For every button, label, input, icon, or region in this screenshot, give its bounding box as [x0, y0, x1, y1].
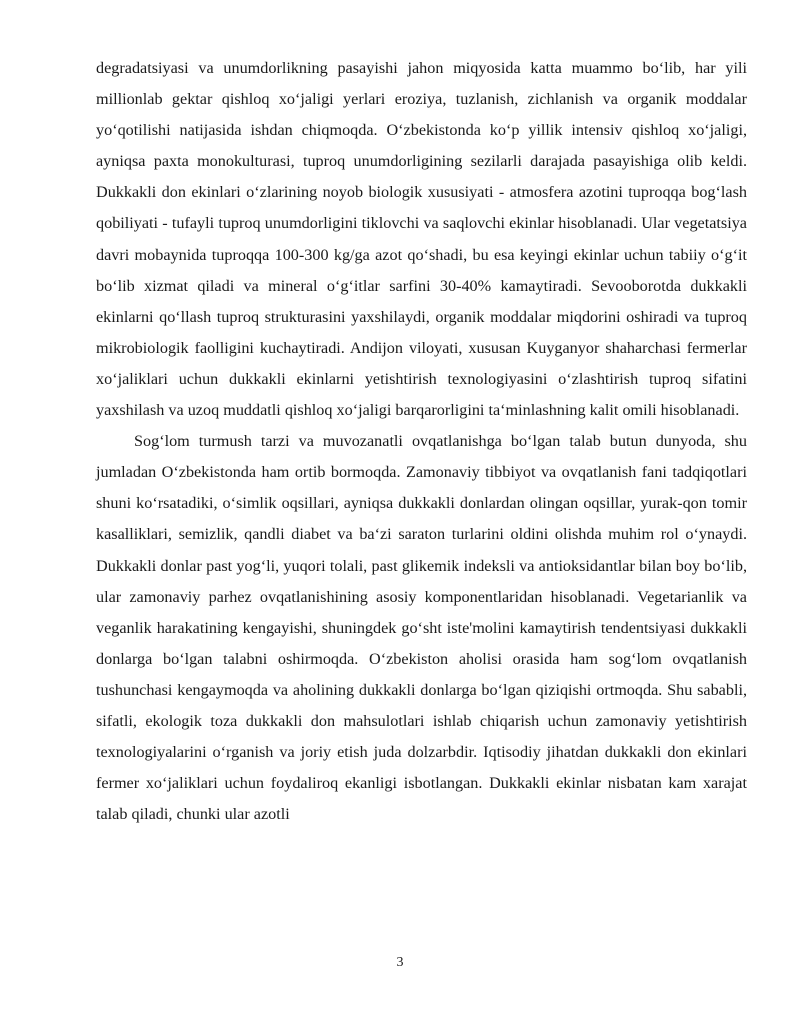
page-number: 3 — [396, 955, 404, 970]
paragraph-continuation: degradatsiyasi va unumdorlikning pasayishi jahon miqyosida katta muammo bo‘lib, har yili millionlab gektar qishloq xo‘jaligi yerlari eroziya, tuzlanish, zichlanish va organik moddalar yo‘qotilishi natijasida ishdan chiqmoqda. O‘zbekistonda ko‘p yillik intensiv qishloq xo‘jaligi, ayniqsa paxta monokulturasi, tuproq unumdorligining sezilarli darajada pasayishiga olib keldi. Dukkakli don ekinlari o‘zlarining noyob biologik xususiyati - atmosfera azotini tuproqqa bog‘lash qobiliyati - tufayli tuproq unumdorligini tiklovchi va saqlovchi ekinlar hisoblanadi. Ular vegetatsiya davri mobaynida tuproqqa 100-300 kg/ga azot qo‘shadi, bu esa keyingi ekinlar uchun tabiiy o‘g‘it bo‘lib xizmat qiladi va mineral o‘g‘itlar sarfini 30-40% kamaytiradi. Sevooborotda dukkakli ekinlarni qo‘llash tuproq strukturasini yaxshilaydi, organik moddalar miqdorini oshiradi va tuproq mikrobiologik faolligini kuchaytiradi. Andijon viloyati, xususan Kuyganyor shaharchasi fermerlar xo‘jaliklari uchun dukkakli ekinlarni yetishtirish texnologiyasini o‘zlashtirish tuproq sifatini yaxshilash va uzoq muddatli qishloq xo‘jaligi barqarorligini ta‘minlashning kalit omili hisoblanadi. — [96, 59, 747, 420]
body-text — [96, 53, 747, 830]
paragraph-healthy-nutrition: Sog‘lom turmush tarzi va muvozanatli ovqatlanishga bo‘lgan talab butun dunyoda, shu jumladan O‘zbekistonda ham ortib bormoqda. Zamonaviy tibbiyot va ovqatlanish fani tadqiqotlari shuni ko‘rsatadiki, o‘simlik oqsillari, ayniqsa dukkakli donlardan olingan oqsillar, yurak-qon tomir kasalliklari, semizlik, qandli diabet va ba‘zi saraton turlarini oldini olishda muhim rol o‘ynaydi. Dukkakli donlar past yog‘li, yuqori tolali, past glikemik indeksli va antioksidantlar bilan boy bo‘lib, ular zamonaviy parhez ovqatlanishining asosiy komponentlaridan hisoblanadi. Vegetarianlik va veganlik harakatining kengayishi, shuningdek go‘sht iste'molini kamaytirish tendentsiyasi dukkakli donlarga bo‘lgan talabni oshirmoqda. O‘zbekiston aholisi orasida ham sog‘lom ovqatlanish tushunchasi kengaymoqda va aholining dukkakli donlarga bo‘lgan qiziqishi ortmoqda. Shu sababli, sifatli, ekologik toza dukkakli don mahsulotlari ishlab chiqarish uchun zamonaviy yetishtirish texnologiyalarini o‘rganish va joriy etish juda dolzarbdir. Iqtisodiy jihatdan dukkakli don ekinlari fermer xo‘jaliklari uchun foydaliroq ekanligi isbotlangan. Dukkakli ekinlar nisbatan kam xarajat talab qiladi, chunki ular azotli — [96, 432, 747, 824]
